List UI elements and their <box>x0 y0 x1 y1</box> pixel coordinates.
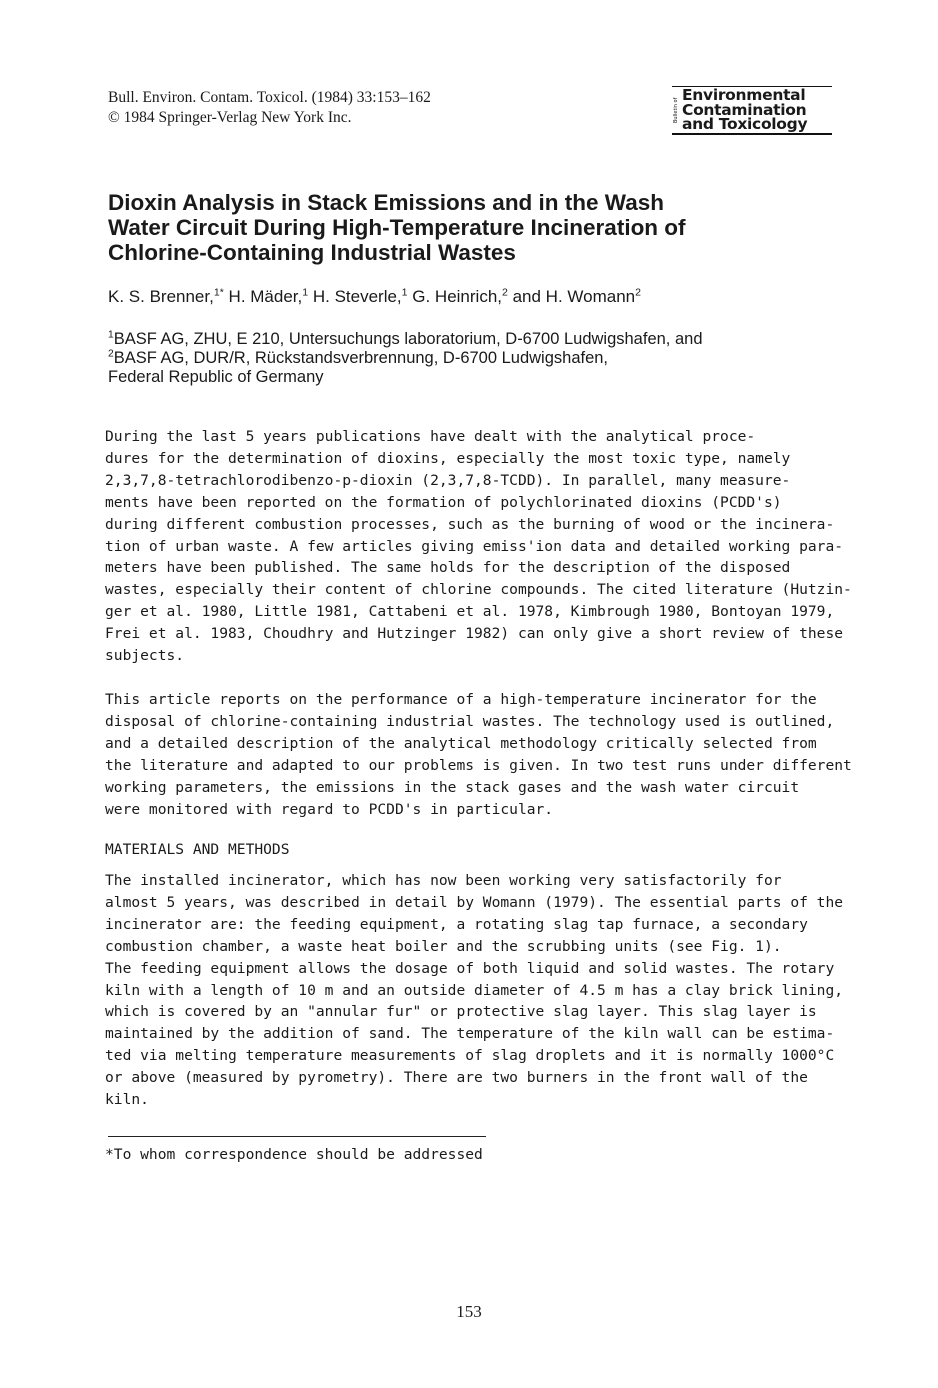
text-line: incinerator are: the feeding equipment, a rotating slag tap furnace, a secondary <box>105 915 808 933</box>
footnote: *To whom correspondence should be addressed <box>105 1146 483 1163</box>
logo-vertical-text: Bulletin of <box>673 97 679 123</box>
affiliation-line: $^1$BASF AG, ZHU, E 210, Untersuchungs laboratorium, D-6700 Ludwigshafen, and <box>108 329 703 348</box>
methods-paragraph <box>105 870 843 1111</box>
logo-line-2: Contamination <box>682 100 807 119</box>
text-line: dures for the determination of dioxins, especially the most toxic type, namely <box>105 449 791 467</box>
author-name: H. Steverle, <box>312 287 402 306</box>
author-affiliation-mark: 1 <box>401 286 408 299</box>
section-heading-materials-methods: MATERIALS AND METHODS <box>105 841 290 858</box>
text-line: subjects. <box>105 647 185 665</box>
citation-line-1: Bull. Environ. Contam. Toxicol. (1984) 33:153–162 <box>108 89 431 106</box>
affiliation-line: $^2$BASF AG, DUR/R, Rückstandsverbrennung, D-6700 Ludwigshafen, <box>108 348 609 367</box>
text-line: This article reports on the performance of a high-temperature incinerator for the <box>105 691 817 708</box>
text-line: The installed incinerator, which has now been working very satisfactorily for <box>105 872 782 889</box>
author-affiliation-mark: 2 <box>635 286 641 299</box>
text-line: kiln with a length of 10 m and an outside diameter of 4.5 m has a clay brick lining, <box>105 981 844 999</box>
logo-line-3: and Toxicology <box>682 115 808 133</box>
citation-line-2: © 1984 Springer-Verlag New York Inc. <box>108 109 352 126</box>
affiliation-line: Federal Republic of Germany <box>108 368 324 386</box>
title-line: Water Circuit During High-Temperature Incineration of <box>108 215 686 240</box>
text-line: meters have been published. The same holds for the description of the disposed <box>105 559 791 577</box>
text-line: ments have been reported on the formation of polychlorinated dioxins (PCDD's) <box>105 493 782 511</box>
journal-logo <box>672 86 832 135</box>
text-line: 2,3,7,8-tetrachlorodibenzo-p-dioxin (2,3,7,8-TCDD). In parallel, many measure- <box>105 471 791 489</box>
title-line: Dioxin Analysis in Stack Emissions and in the Wash <box>108 190 664 215</box>
text-line: The feeding equipment allows the dosage of both liquid and solid wastes. The rotary <box>105 959 835 977</box>
text-line: the literature and adapted to our problems is given. In two test runs under different <box>105 756 852 774</box>
author-affiliation-mark: 1 <box>302 286 309 299</box>
author-name: and H. Womann <box>512 287 636 306</box>
text-line: or above (measured by pyrometry). There are two burners in the front wall of the <box>105 1069 808 1087</box>
title-line: Chlorine-Containing Industrial Wastes <box>108 240 516 265</box>
article-scope-paragraph <box>105 689 852 820</box>
author-list <box>108 287 641 307</box>
intro-paragraph <box>105 426 852 667</box>
text-line: During the last 5 years publications have dealt with the analytical proce- <box>105 428 756 445</box>
affiliation-mark: 1 <box>108 329 114 341</box>
text-line: during different combustion processes, such as the burning of wood or the incinera- <box>105 515 835 533</box>
text-line: working parameters, the emissions in the stack gases and the wash water circuit <box>105 778 800 796</box>
author-name: K. S. Brenner, <box>108 287 214 306</box>
affiliations <box>108 330 703 387</box>
text-line: kiln. <box>105 1091 149 1109</box>
text-line: were monitored with regard to PCDD's in particular. <box>105 800 554 818</box>
text-line: ger et al. 1980, Little 1981, Cattabeni et al. 1978, Kimbrough 1980, Bontoyan 1979, <box>105 603 835 621</box>
text-line: tion of urban waste. A few articles giving emiss'ion data and detailed working para- <box>105 537 844 555</box>
text-line: Frei et al. 1983, Choudhry and Hutzinger 1982) can only give a short review of these <box>105 625 844 643</box>
text-line: which is covered by an "annular fur" or protective slag layer. This slag layer is <box>105 1003 817 1021</box>
text-line: almost 5 years, was described in detail by Womann (1979). The essential parts of the <box>105 893 844 911</box>
author-name: H. Mäder, <box>228 287 303 306</box>
author-affiliation-mark: 2 <box>502 286 508 299</box>
text-line: combustion chamber, a waste heat boiler and the scrubbing units (see Fig. 1). <box>105 937 782 955</box>
text-line: disposal of chlorine-containing industrial wastes. The technology used is outlined, <box>105 712 835 730</box>
logo-line-1: Environmental <box>682 86 806 104</box>
author-name: G. Heinrich, <box>412 287 502 306</box>
article-title <box>108 190 828 265</box>
journal-citation <box>108 88 431 128</box>
text-line: and a detailed description of the analytical methodology critically selected from <box>105 734 817 752</box>
page-number: 153 <box>456 1302 482 1321</box>
footnote-divider <box>108 1136 486 1137</box>
text-line: ted via melting temperature measurements of slag droplets and it is normally 1000°C <box>105 1047 835 1065</box>
author-affiliation-mark: 1* <box>213 286 224 299</box>
text-line: maintained by the addition of sand. The temperature of the kiln wall can be estima- <box>105 1025 835 1043</box>
text-line: wastes, especially their content of chlorine compounds. The cited literature (Hutzin- <box>105 581 852 599</box>
affiliation-mark: 2 <box>108 348 114 360</box>
